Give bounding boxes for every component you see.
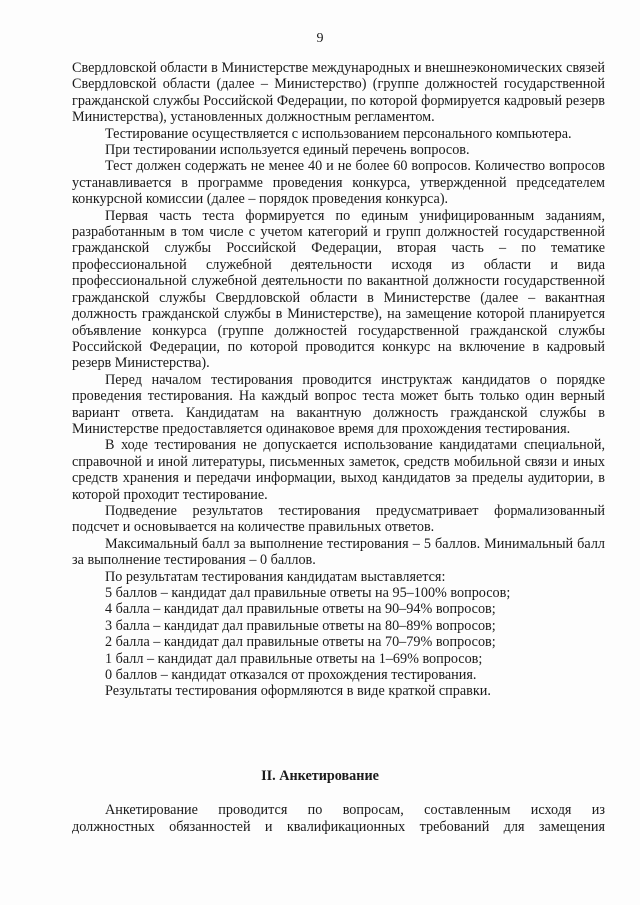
paragraph-question-count: Тест должен содержать не менее 40 и не более 60 вопросов. Количество вопросов устанавливается в программе проведения конкурса, утвержденной председателем конкурсной комиссии (далее – порядок проведения конкурса). bbox=[72, 158, 605, 208]
score-list-item: 5 баллов – кандидат дал правильные ответы на 95–100% вопросов; bbox=[105, 585, 511, 601]
score-list-item: 0 баллов – кандидат отказался от прохождения тестирования. bbox=[105, 667, 477, 684]
score-list-item: 2 балла – кандидат дал правильные ответы на 70–79% вопросов; bbox=[105, 634, 496, 651]
paragraph-results-calculation: Подведение результатов тестирования предусматривает формализованный подсчет и основывается на количестве правильных ответов. bbox=[72, 502, 605, 536]
section-body bbox=[72, 802, 605, 836]
score-list-item: 1 балл – кандидат дал правильные ответы на 1–69% вопросов; bbox=[105, 650, 483, 667]
score-list-item: 4 балла – кандидат дал правильные ответы на 90–94% вопросов; bbox=[105, 601, 496, 618]
paragraph-test-structure: Первая часть теста формируется по единым унифицированным заданиям, разработанным в том числе с учетом категорий и групп должностей государственной гражданской службы Российской Федерации, вторая часть – по тематике профессиональной служебной деятельности исходя из области и вида профессиональной служебной деятельности по вакантной должности государственной гражданской службы Свердловской области в Министерстве (далее – вакантная должность гражданской службы в Министерстве), на замещение которой планируется объявление конкурса (группе должностей государственной гражданской службы Российской Федерации, по которой проводится конкурс на включение в кадровый резерв Министерства). bbox=[72, 207, 605, 372]
paragraph-results-format: Результаты тестирования оформляются в виде краткой справки. bbox=[105, 683, 491, 700]
paragraph-score-range: Максимальный балл за выполнение тестирования – 5 баллов. Минимальный балл за выполнение тестирования – 0 баллов. bbox=[72, 535, 605, 569]
page-number: 9 bbox=[316, 31, 324, 46]
document-body bbox=[72, 60, 605, 700]
paragraph-testing-computer: Тестирование осуществляется с использованием персонального компьютера. bbox=[105, 125, 572, 142]
paragraph-briefing: Перед началом тестирования проводится инструктаж кандидатов о порядке проведения тестирования. На каждый вопрос теста может быть только один верный вариант ответа. Кандидатам на вакантную должность гражданской службы в Министерстве предоставляется одинаковое время для прохождения тестирования. bbox=[72, 371, 605, 437]
score-list-item: 3 балла – кандидат дал правильные ответы на 80–89% вопросов; bbox=[105, 617, 496, 634]
section-line: должностных обязанностей и квалификационных требований для замещения bbox=[72, 819, 605, 835]
paragraph-score-intro: По результатам тестирования кандидатам выставляется: bbox=[105, 568, 446, 585]
paragraph-single-question-list: При тестировании используется единый перечень вопросов. bbox=[105, 142, 470, 159]
paragraph-restrictions: В ходе тестирования не допускается использование кандидатами специальной, справочной и иной литературы, письменных заметок, средств мобильной связи и иных средств хранения и передачи информации, выход кандидатов за пределы аудитории, в которой проходит тестирование. bbox=[72, 437, 605, 503]
section-heading: II. Анкетирование bbox=[261, 768, 379, 784]
section-line: Анкетирование проводится по вопросам, составленным исходя из bbox=[105, 802, 605, 818]
paragraph-intro: Свердловской области в Министерстве международных и внешнеэкономических связей Свердловской области (далее – Министерство) (группе должностей государственной гражданской службы Российской Федерации, по которой формируется кадровый резерв Министерства), установленных должностным регламентом. bbox=[72, 60, 605, 126]
